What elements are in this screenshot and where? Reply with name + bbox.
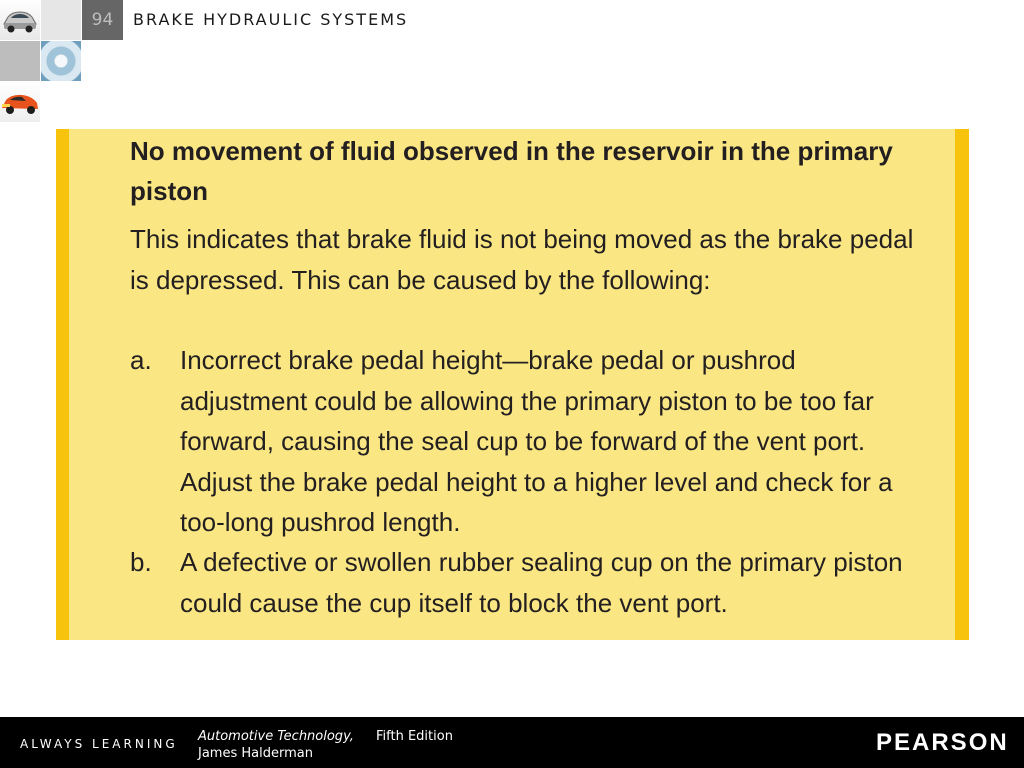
note-intro: This indicates that brake fluid is not being moved as the brake pedal is depressed. This can be caused by the following: [130, 224, 914, 295]
car-orange-icon [0, 82, 40, 122]
note-box [56, 129, 969, 640]
note-heading: No movement of fluid observed in the reservoir in the primary piston [130, 136, 893, 206]
footer-bar [0, 717, 1024, 768]
slide-title: BRAKE HYDRAULIC SYSTEMS [133, 10, 409, 29]
publisher-logo: PEARSON [876, 729, 1009, 756]
gray-tile [0, 41, 40, 81]
brake-rotor-icon [41, 41, 81, 81]
book-author: James Halderman [198, 746, 313, 761]
book-edition: Fifth Edition [376, 729, 453, 744]
list-item-text: Incorrect brake pedal height—brake pedal or pushrod adjustment could be allowing the primary piston to be too far forward, causing the seal cup to be forward of the vent port. Adjust the brake pedal height to a higher level and check for a too-long pushrod length. [180, 345, 893, 537]
slide-number: 94 [82, 0, 123, 40]
footer-tagline: ALWAYS LEARNING [20, 737, 178, 751]
car-silver-icon [0, 0, 40, 40]
book-title: Automotive Technology, [198, 729, 354, 744]
list-item-text: A defective or swollen rubber sealing cup on the primary piston could cause the cup itself to block the vent port. [180, 547, 903, 618]
list-marker: a. [130, 345, 152, 375]
blank-tile [41, 0, 81, 40]
list-marker: b. [130, 547, 152, 577]
